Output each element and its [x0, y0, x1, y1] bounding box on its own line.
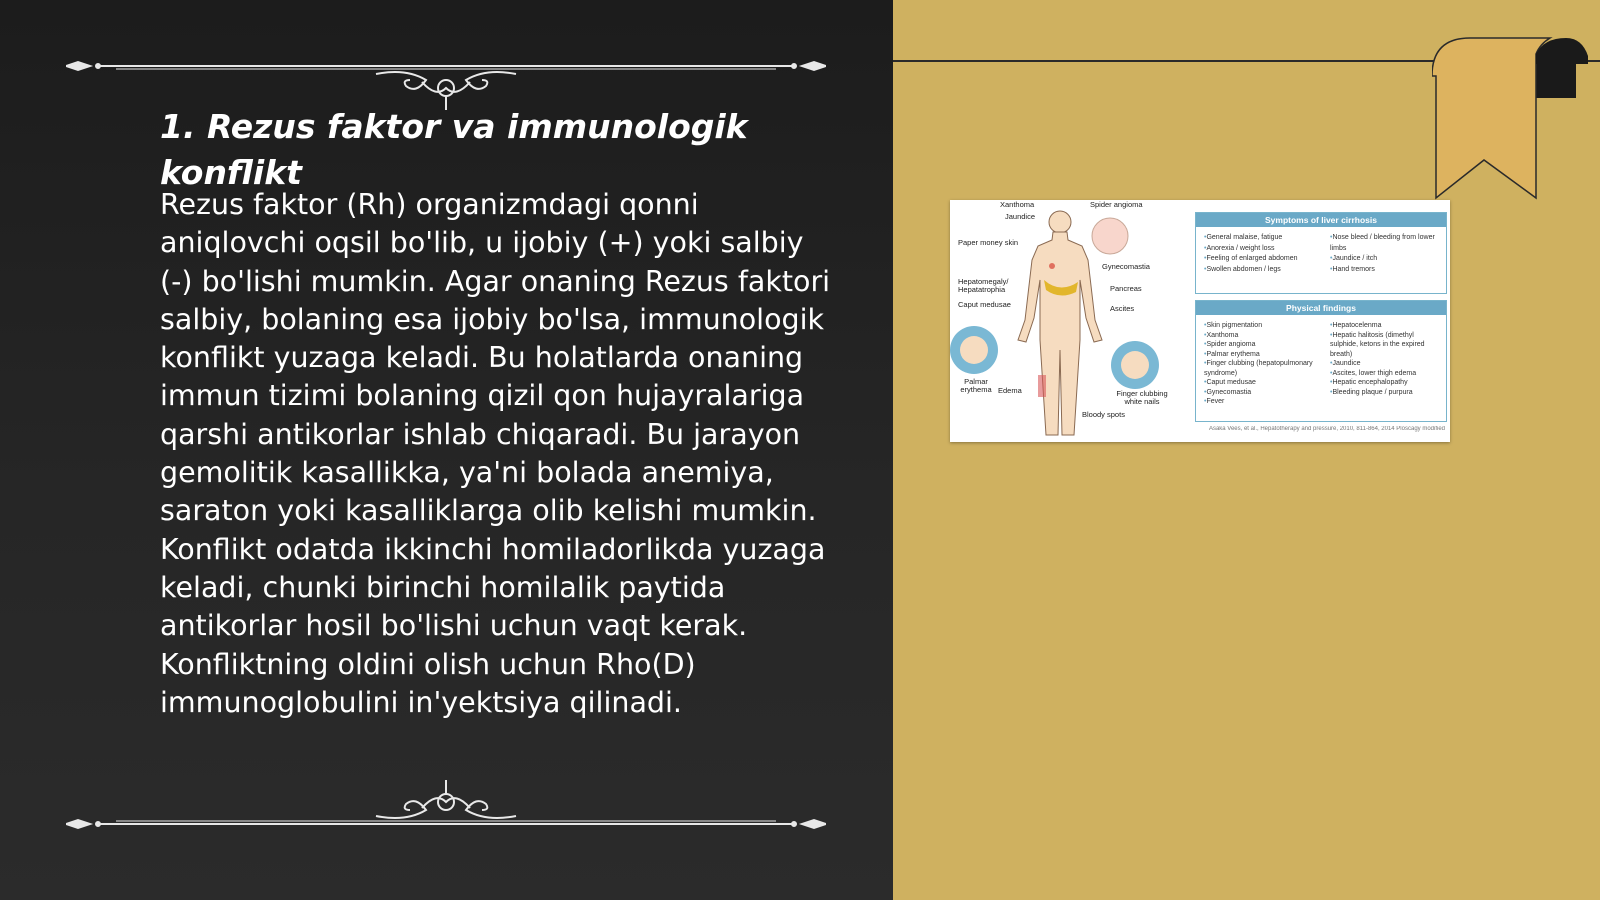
slide-title: 1. Rezus faktor va immunologik konflikt	[160, 107, 748, 192]
label-hepatomegaly: Hepatomegaly/ Hepatatrophia	[958, 277, 1009, 294]
list-item: • Jaundice	[1330, 359, 1442, 369]
list-item: • Palmar erythema	[1204, 350, 1322, 360]
list-item: • General malaise, fatigue	[1204, 233, 1322, 244]
findings-right-list	[1330, 321, 1442, 397]
slide-body-text: Rezus faktor (Rh) organizmdagi qonni aniqlovchi oqsil bo'lib, u ijobiy (+) yoki salbiy (-) bo'lishi mumkin. Agar onaning Rezus faktori salbiy, bolaning esa ijobiy bo'lsa, immunologik konflikt yuzaga keladi. Bu holatlarda onaning immun tizimi bolaning qizil qon hujayralariga qarshi antikorlar ishlab chiqaradi. Bu jarayon gemolitik kasallikka, ya'ni bolada anemiya, saraton yoki kasalliklarga olib kelishi mumkin. Konflikt odatda ikkinchi homiladorlikda yuzaga keladi, chunki birinchi homilalik paytida antikorlar hosil bo'lishi uchun vaqt kerak. Konfliktning oldini olish uchun Rho(D) immunoglobulini in'yektsiya qilinadi.	[160, 188, 831, 719]
label-xanthoma: Xanthoma	[1000, 200, 1035, 209]
list-item: • Jaundice / itch	[1330, 254, 1440, 265]
symptoms-right-list	[1330, 233, 1440, 275]
list-item: • Ascites, lower thigh edema	[1330, 369, 1442, 379]
label-spider-angioma: Spider angioma	[1090, 200, 1143, 209]
list-item: • Nose bleed / bleeding from lower limbs	[1330, 233, 1440, 254]
list-item: • Hepatocelenma	[1330, 321, 1442, 331]
list-item: • Skin pigmentation	[1204, 321, 1322, 331]
list-item: • Gynecomastia	[1204, 388, 1322, 398]
list-item: • Hepatic halitosis (dimethyl sulphide, ketons in the expired breath)	[1330, 331, 1442, 360]
bottom-ornament-divider	[66, 772, 826, 832]
label-bloody-spots: Bloody spots	[1082, 410, 1125, 419]
label-gynecomastia: Gynecomastia	[1102, 262, 1150, 271]
list-item: • Hepatic encephalopathy	[1330, 378, 1442, 388]
list-item: • Fever	[1204, 397, 1322, 407]
list-item: • Finger clubbing (hepatopulmonary syndrome)	[1204, 359, 1322, 378]
list-item: • Anorexia / weight loss	[1204, 244, 1322, 255]
label-palmar-erythema: Palmar erythema	[960, 377, 992, 394]
list-item: • Caput medusae	[1204, 378, 1322, 388]
liver-cirrhosis-figure	[950, 200, 1450, 442]
list-item: • Feeling of enlarged abdomen	[1204, 254, 1322, 265]
label-pancreas: Pancreas	[1110, 284, 1142, 293]
list-item: • Hand tremors	[1330, 265, 1440, 276]
label-caput-medusae: Caput medusae	[958, 300, 1011, 309]
findings-heading: Physical findings	[1196, 301, 1446, 315]
list-item: • Xanthoma	[1204, 331, 1322, 341]
symptoms-left-list	[1204, 233, 1322, 275]
bookmark-ribbon-icon	[1432, 34, 1592, 204]
physical-findings-box	[1195, 300, 1447, 422]
findings-left-list	[1204, 321, 1322, 407]
label-jaundice: Jaundice	[1005, 212, 1036, 221]
label-finger-clubbing: Finger clubbing white nails	[1116, 389, 1168, 406]
symptoms-heading: Symptoms of liver cirrhosis	[1196, 213, 1446, 227]
label-ascites: Ascites	[1110, 304, 1135, 313]
label-edema: Edema	[998, 386, 1022, 395]
symptoms-box	[1195, 212, 1447, 294]
list-item: • Bleeding plaque / purpura	[1330, 388, 1442, 398]
label-paper-money-skin: Paper money skin	[958, 238, 1019, 247]
list-item: • Swollen abdomen / legs	[1204, 265, 1322, 276]
list-item: • Spider angioma	[1204, 340, 1322, 350]
figure-credit: Asaka Vees, et al., Hepatotherapy and pressure, 2010, 811-864, 2014 Ploscagy modified	[1208, 426, 1445, 432]
